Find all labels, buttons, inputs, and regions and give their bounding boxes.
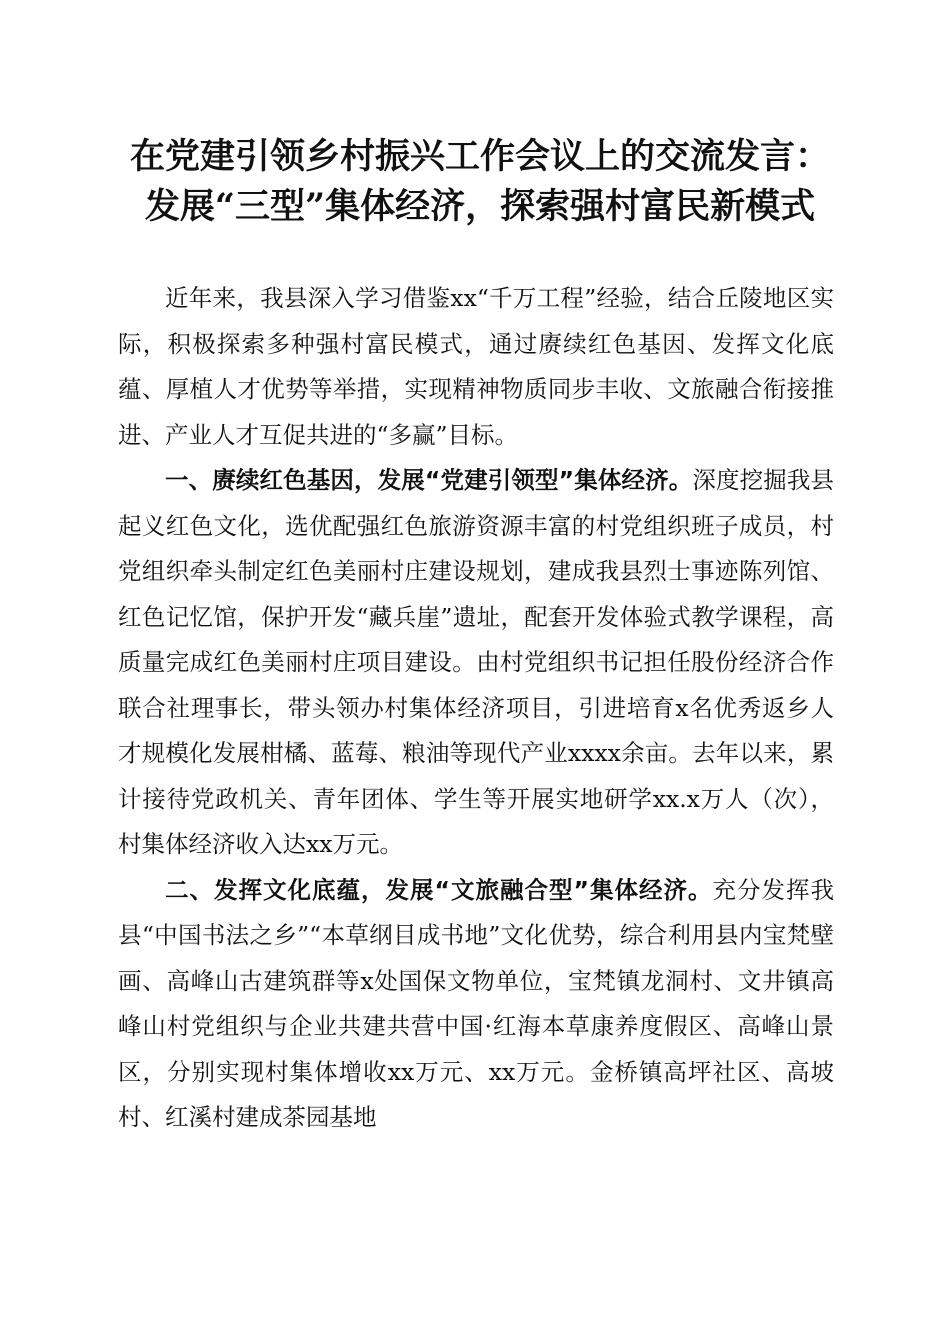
- paragraph-text: 近年来，我县深入学习借鉴xx“千万工程”经验，结合丘陵地区实际，积极探索多种强村富民模式，通过赓续红色基因、发挥文化底蕴、厚植人才优势等举措，实现精神物质同步丰收、文旅融合衔接推进、产业人才互促共进的“多赢”目标。: [118, 284, 834, 449]
- section-1-paragraph: [118, 458, 834, 868]
- document-title: [100, 132, 860, 232]
- section-heading: 一、赓续红色基因，发展“党建引领型”集体经济。: [165, 466, 693, 494]
- document-body: [118, 276, 834, 1141]
- paragraph-text: 充分发挥我县“中国书法之乡”“本草纲目成书地”文化优势，综合利用县内宝梵壁画、高峰山古建筑群等x处国保文物单位，宝梵镇龙洞村、文井镇高峰山村党组织与企业共建共营中国·红海本草康养度假区、高峰山景区，分别实现村集体增收xx万元、xx万元。金桥镇高坪社区、高坡村、红溪村建成茶园基地: [118, 875, 835, 1131]
- title-line-1: 在党建引领乡村振兴工作会议上的交流发言：: [129, 136, 830, 177]
- section-2-paragraph: [118, 868, 834, 1141]
- intro-paragraph: [118, 276, 834, 458]
- paragraph-text: 深度挖掘我县起义红色文化，选优配强红色旅游资源丰富的村党组织班子成员，村党组织牵头制定红色美丽村庄建设规划，建成我县烈士事迹陈列馆、红色记忆馆，保护开发“藏兵崖”遗址，配套开发体验式教学课程，高质量完成红色美丽村庄项目建设。由村党组织书记担任股份经济合作联合社理事长，带头领办村集体经济项目，引进培育x名优秀返乡人才规模化发展柑橘、蓝莓、粮油等现代产业xxxx余亩。去年以来，累计接待党政机关、青年团体、学生等开展实地研学xx.x万人（次），村集体经济收入达xx万元。: [118, 466, 835, 858]
- section-heading: 二、发挥文化底蕴，发展“文旅融合型”集体经济。: [165, 875, 713, 904]
- title-line-2: 发展“三型”集体经济，探索强村富民新模式: [144, 186, 816, 227]
